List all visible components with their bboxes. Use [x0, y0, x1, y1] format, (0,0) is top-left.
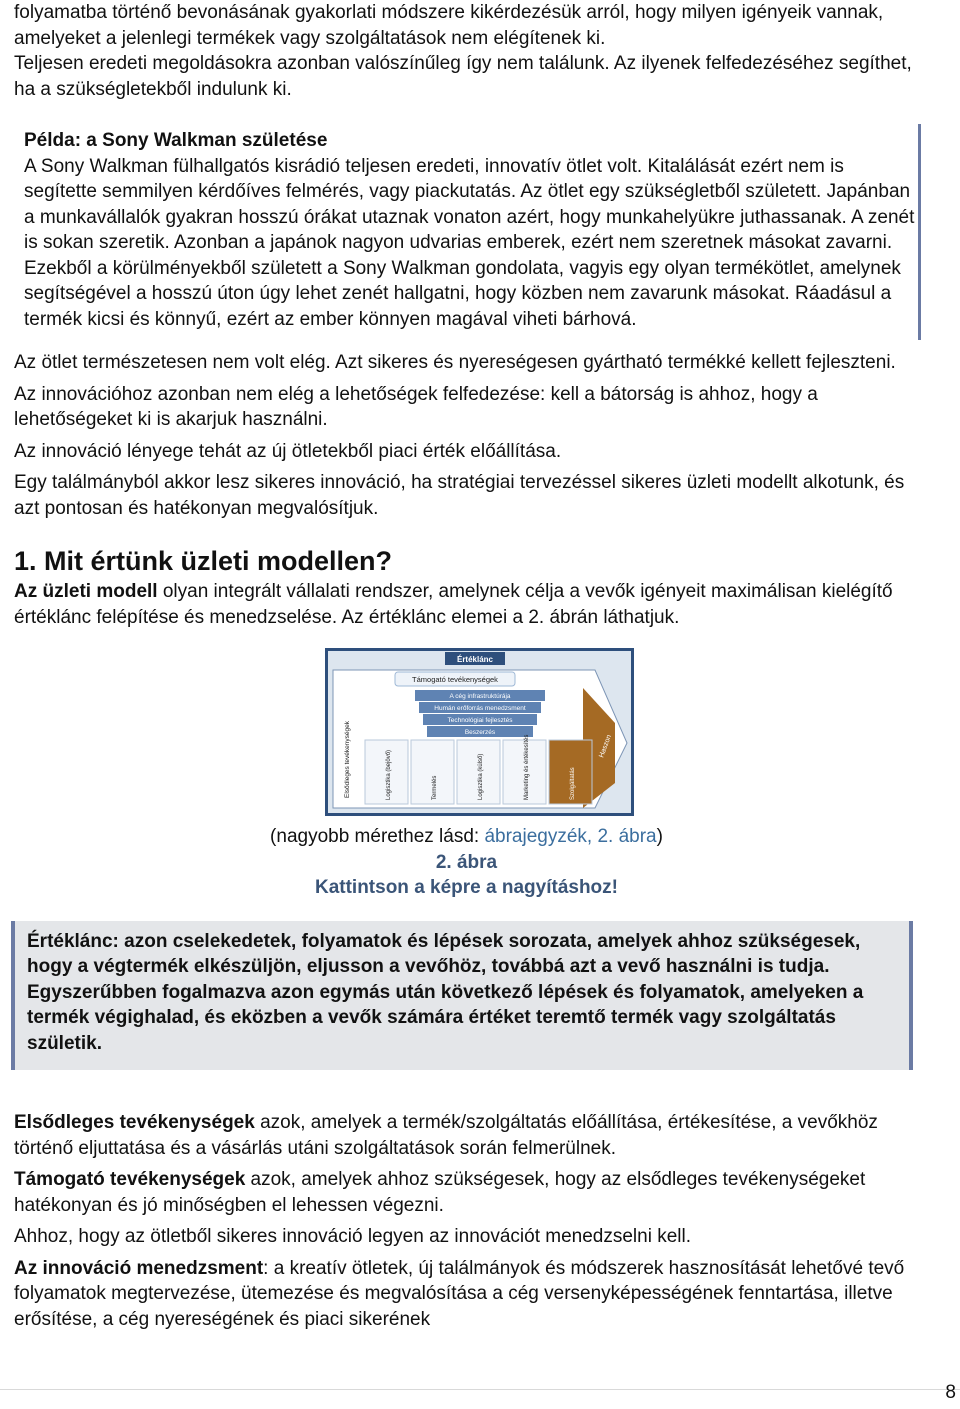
caption-link[interactable]: ábrajegyzék, 2. ábra: [484, 826, 657, 847]
primary-col-label: Logisztika (külső): [478, 753, 484, 800]
page-number: 8: [945, 1381, 956, 1403]
section-heading: 1. Mit értünk üzleti modellen?: [14, 546, 393, 576]
paragraph-courage: Az innovációhoz azonban nem elég a lehetőségek felfedezése: kell a bátorság is ahhoz, hogy a lehetőségeket ki is akarjuk használni.: [14, 383, 818, 430]
support-label: Támogató tevékenységek: [412, 675, 498, 684]
document-page: [14, 0, 919, 1332]
innovation-management-term: Az innováció menedzsment: [14, 1257, 264, 1279]
support-activities-paragraph: [14, 1167, 919, 1218]
value-chain-diagram[interactable]: [325, 648, 634, 816]
margin-label: Haszon: [598, 733, 613, 759]
caption-suffix: ): [656, 826, 663, 847]
intro-paragraph-1: folyamatba történő bevonásának gyakorlati módszere kikérdezésük arról, hogy milyen igényeik vannak, amelyeket a jelenlegi termékek vagy szolgáltatások nem elégítenek ki.: [14, 2, 884, 49]
primary-col-label: Termelés: [432, 775, 438, 800]
figure-title: Értéklánc: [456, 655, 494, 664]
paragraph-idea: Az ötlet természetesen nem volt elég. Azt sikeres és nyereségesen gyártható termékké kellett fejleszteni.: [14, 352, 896, 373]
primary-col-label: Logisztika (bejövő): [386, 749, 392, 800]
business-model-paragraph: [14, 579, 919, 630]
innovation-management-text: : a kreatív ötletek, új találmányok és módszerek hasznosítását lehetővé tevő folyamatok megtervezése, ütemezése és megvalósítása a cég versenyképességének fenntartása, illetve erősítése, a cég nyereségének és piaci sikerének: [14, 1257, 905, 1330]
primary-col-label: Szolgáltatás: [570, 767, 576, 800]
business-model-text: olyan integrált vállalati rendszer, amelynek célja a vevők igényeit maximálisan kielégítő értéklánc felépítése és menedzselése. Az értéklánc elemei a 2. ábrán láthatjuk.: [14, 581, 893, 628]
caption-prefix: (nagyobb mérethez lásd:: [270, 826, 485, 847]
support-row-label: Humán erőforrás menedzsment: [434, 705, 526, 712]
primary-label: Elsődleges tevékenységek: [344, 721, 351, 798]
business-model-term: Az üzleti modell: [14, 581, 158, 602]
primary-activities-text: azok, amelyek a termék/szolgáltatás előállítása, értékesítése, a vevőkhöz történő eljuttatása és a vásárlás utáni szolgáltatások során felmerülnek.: [14, 1112, 878, 1159]
paragraph-essence: Az innováció lényege tehát az új ötletekből piaci érték előállítása.: [14, 440, 562, 462]
primary-activities-paragraph: [14, 1110, 919, 1161]
value-chain-figure[interactable]: [325, 648, 634, 816]
figure-label: 2. ábra: [435, 851, 498, 873]
example-box: [14, 124, 919, 340]
intro-paragraph-2: Teljesen eredeti megoldásokra azonban valószínűleg így nem találunk. Az ilyenek felfedezéséhez segíthet, ha a szükségletekből indulunk ki.: [14, 53, 912, 100]
primary-col-label: Marketing és értékesítés: [524, 734, 530, 800]
example-title: Példa: a Sony Walkman születése: [24, 130, 328, 151]
innovation-manage-paragraph: Ahhoz, hogy az ötletből sikeres innováció legyen az innovációt menedzselni kell.: [14, 1226, 692, 1247]
primary-cols: [365, 735, 592, 804]
innovation-management-paragraph: [14, 1256, 919, 1333]
support-row-label: Technológiai fejlesztés: [447, 717, 513, 724]
support-row-label: A cég infrastruktúrája: [449, 693, 511, 700]
primary-activities-term: Elsődleges tevékenységek: [14, 1112, 255, 1133]
support-activities-text: azok, amelyek ahhoz szükségesek, hogy az elsődleges tevékenységeket hatékonyan és jó minőségben el lehessen végezni.: [14, 1169, 866, 1216]
paragraph-success: Egy találmányból akkor lesz sikeres innováció, ha stratégiai tervezéssel sikeres üzleti modellt alkotunk, és azt pontosan és hatékonyan megvalósítjuk.: [14, 472, 905, 519]
footer-rule: [0, 1389, 960, 1390]
figure-caption: [14, 824, 919, 850]
support-row-label: Beszerzés: [464, 729, 496, 736]
enlarge-hint[interactable]: Kattintson a képre a nagyításhoz!: [314, 877, 618, 898]
definition-box: Értéklánc: azon cselekedetek, folyamatok és lépések sorozata, amelyek ahhoz szükségesek, hogy a végtermék elkészüljön, eljusson a vevőhöz, továbbá azt a vevő használni is tudja. Egyszerűbben fogalmazva azon egymás után következő lépések és folyamatok, amelyeken a termék végighalad, és eközben a vevők számára értéket teremtő termék vagy szolgáltatás születik.: [11, 921, 913, 1071]
example-body: A Sony Walkman fülhallgatós kisrádió teljesen eredeti, innovatív ötlet volt. Kitalálását ezért nem is segítette semmilyen kérdőíves felmérés, vagy piackutatás. Az ötlet egy szükségletből született. Japánban a munkavállalók gyakran hosszú órákat utaznak vonaton azért, hogy munkahelyükre juthassanak. A zenét is sokan szeretik. Azonban a japánok nagyon udvarias emberek, ezért nem szeretnek másokat zavarni. Ezekből a körülményekből született a Sony Walkman gondolata, vagyis egy olyan termékötlet, amelynek segítségével a hosszú úton úgy lehet zenét hallgatni, hogy közben nem zavarunk másokat. Ráadásul a termék kicsi és könnyű, ezért az ember könnyen magával viheti bárhová.: [24, 155, 915, 330]
support-activities-term: Támogató tevékenységek: [14, 1169, 246, 1190]
